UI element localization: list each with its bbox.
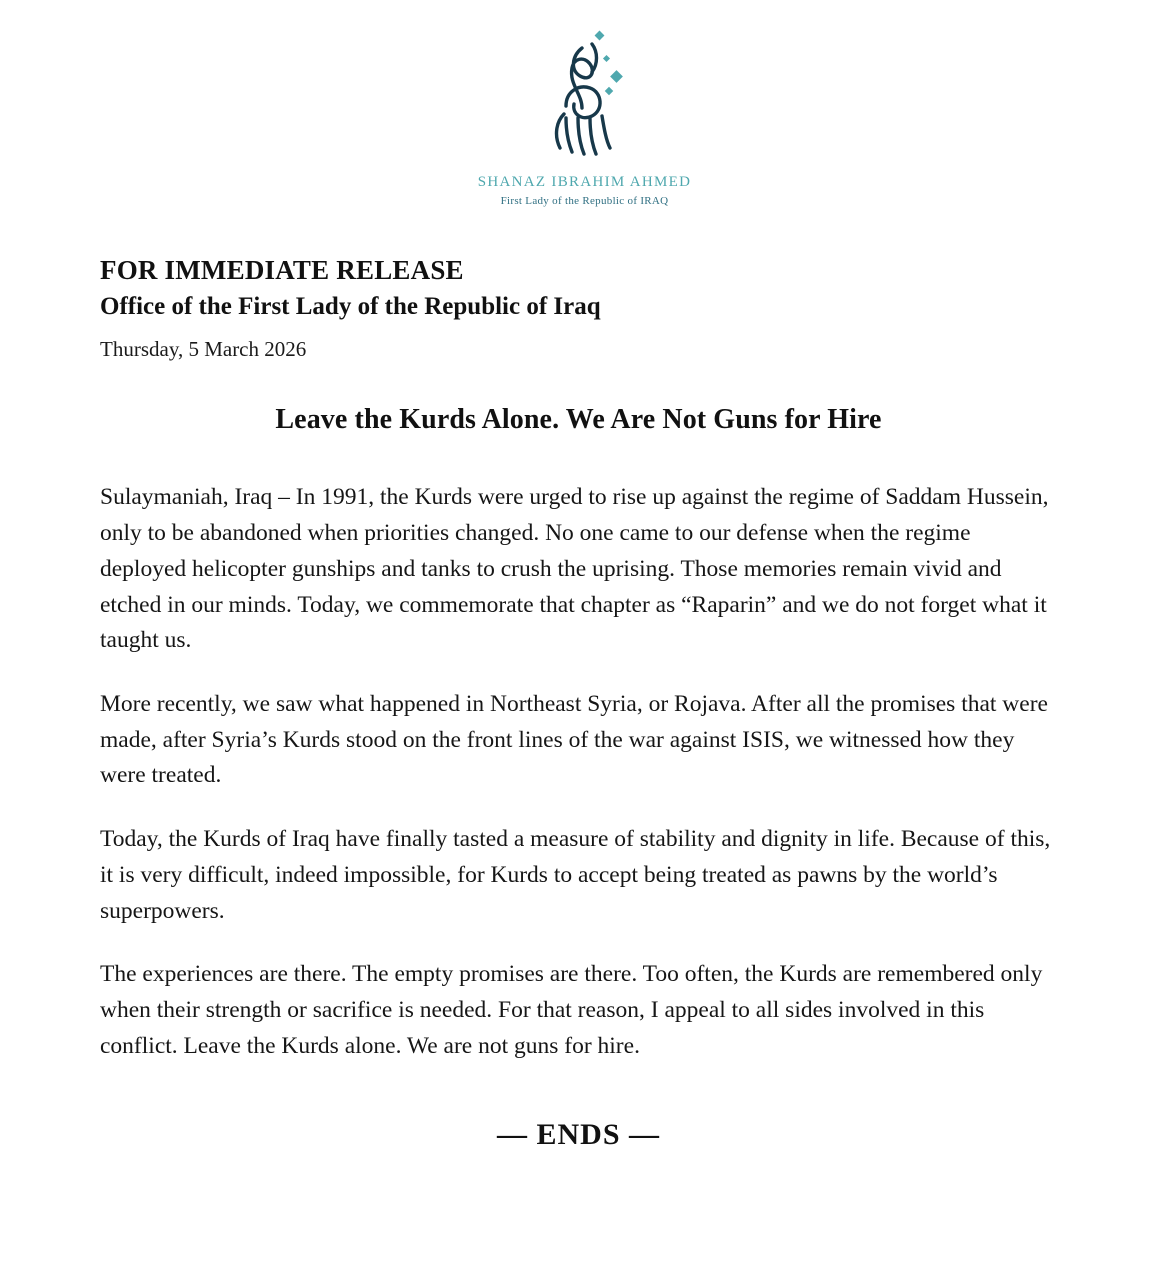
office-label: Office of the First Lady of the Republic of Iraq [100, 292, 601, 320]
immediate-release-label: FOR IMMEDIATE RELEASE [100, 254, 464, 285]
release-date: Thursday, 5 March 2026 [100, 337, 307, 362]
calligraphy-crest-icon [520, 18, 650, 168]
ends-marker: — ENDS — [496, 1118, 661, 1152]
body-paragraph: Sulaymaniah, Iraq – In 1991, the Kurds were urged to rise up against the regime of Saddam Hussein, only to be abandoned when priorities changed. No one came to our defense when the regime deployed helicopter gunships and tanks to crush the uprising. Those memories remain vivid and etched in our minds. Today, we commemorate that chapter as “Raparin” and we do not forget what it taught us. [100, 484, 1049, 654]
letterhead-subtitle: First Lady of the Republic of IRAQ [500, 194, 669, 207]
letterhead [0, 0, 1169, 207]
letterhead-name: SHANAZ IBRAHIM AHMED [477, 174, 692, 190]
body-paragraph: Today, the Kurds of Iraq have finally tasted a measure of stability and dignity in life. Because of this, it is very difficult, indeed impossible, for Kurds to accept being treated as pawns by the world’s superpowers. [100, 826, 1051, 924]
body-paragraph: The experiences are there. The empty promises are there. Too often, the Kurds are remembered only when their strength or sacrifice is needed. For that reason, I appeal to all sides involved in this conflict. Leave the Kurds alone. We are not guns for hire. [100, 961, 1043, 1059]
document-content [0, 207, 1169, 1179]
body-paragraph: More recently, we saw what happened in Northeast Syria, or Rojava. After all the promises that were made, after Syria’s Kurds stood on the front lines of the war against ISIS, we witnessed how they were treated. [100, 690, 1048, 789]
page-title: Leave the Kurds Alone. We Are Not Guns for Hire [275, 404, 882, 436]
body-paragraphs [100, 480, 1057, 1064]
